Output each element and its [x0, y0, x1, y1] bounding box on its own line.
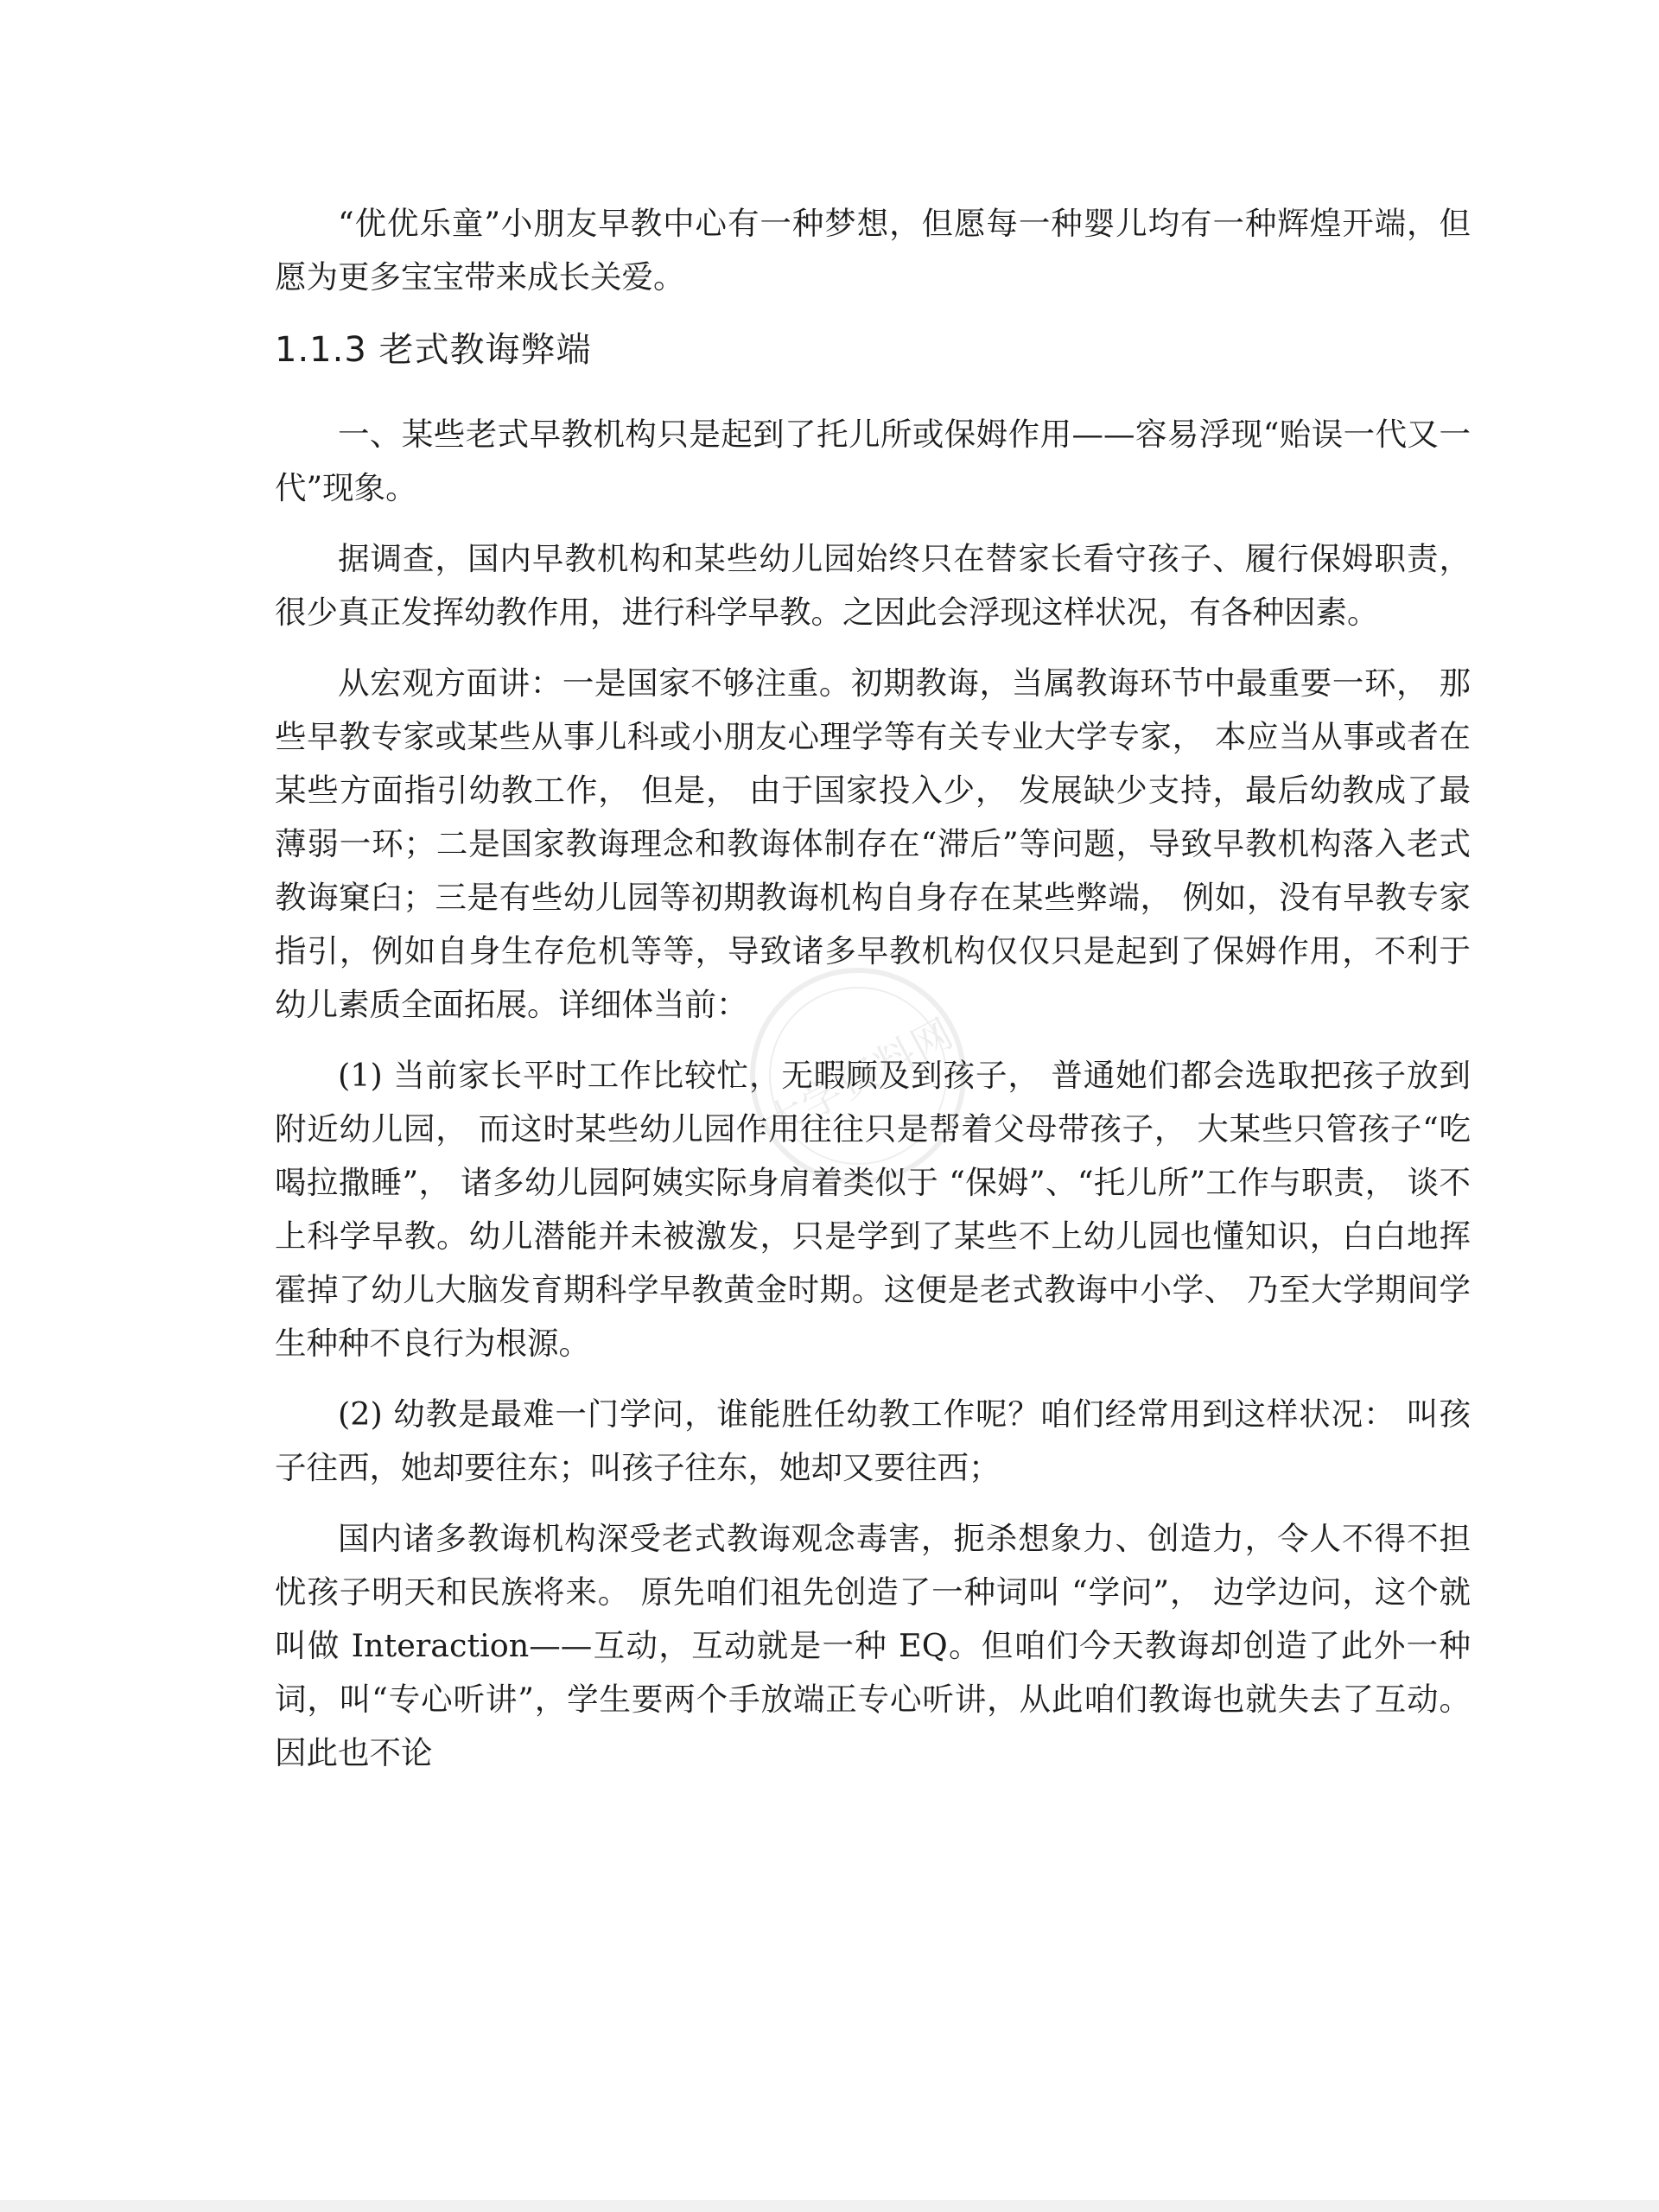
paragraph-6: 国内诸多教诲机构深受老式教诲观念毒害，扼杀想象力、创造力，令人不得不担忧孩子明天和民族将来。 原先咱们祖先创造了一种词叫 “学问”， 边学边问，这个就叫做 Interaction——互动，互动就是一种 EQ。但咱们今天教诲却创造了此外一种词，叫“专心听讲”，学生要两个手放端正专心听讲，从此咱们教诲也就失去了互动。因此也不论: [275, 1520, 1471, 1771]
paragraph-3: 从宏观方面讲：一是国家不够注重。初期教诲，当属教诲环节中最重要一环， 那些早教专家或某些从事儿科或小朋友心理学等有关专业大学专家， 本应当从事或者在某些方面指引幼教工作， 但是， 由于国家投入少， 发展缺少支持，最后幼教成了最薄弱一环；二是国家教诲理念和教诲体制存在“滞后”等问题，导致早教机构落入老式教诲窠臼；三是有些幼儿园等初期教诲机构自身存在某些弊端， 例如，没有早教专家指引，例如自身生存危机等等，导致诸多早教机构仅仅只是起到了保姆作用，不利于幼儿素质全面拓展。详细体当前：: [275, 664, 1471, 1023]
paragraph-5: (2) 幼教是最难一门学问，谁能胜任幼教工作呢？咱们经常用到这样状况： 叫孩子往西，她却要往东；叫孩子往东，她却又要往西；: [275, 1395, 1471, 1486]
paragraph-2: 据调查，国内早教机构和某些幼儿园始终只在替家长看守孩子、履行保姆职责，很少真正发挥幼教作用，进行科学早教。之因此会浮现这样状况，有各种因素。: [275, 540, 1471, 631]
intro-paragraph: “优优乐童”小朋友早教中心有一种梦想，但愿每一种婴儿均有一种辉煌开端，但愿为更多宝宝带来成长关爱。: [275, 205, 1471, 296]
section-heading: 1.1.3 老式教诲弊端: [275, 330, 592, 370]
paragraph-4: (1) 当前家长平时工作比较忙，无暇顾及到孩子， 普通她们都会选取把孩子放到附近幼儿园， 而这时某些幼儿园作用往往只是帮着父母带孩子， 大某些只管孩子“吃喝拉撒睡”， 诸多幼儿园阿姨实际身肩着类似于 “保姆”、“托儿所”工作与职责， 谈不上科学早教。幼儿潜能并未被激发，只是学到了某些不上幼儿园也懂知识，白白地挥霍掉了幼儿大脑发育期科学早教黄金时期。这便是老式教诲中小学、 乃至大学期间学生种种不良行为根源。: [275, 1057, 1471, 1362]
paragraph-1: 一、某些老式早教机构只是起到了托儿所或保姆作用——容易浮现“贻误一代又一代”现象。: [275, 416, 1471, 506]
page-bottom-edge: [0, 2200, 1659, 2212]
watermark-text: 大学资料网: [756, 1008, 963, 1147]
